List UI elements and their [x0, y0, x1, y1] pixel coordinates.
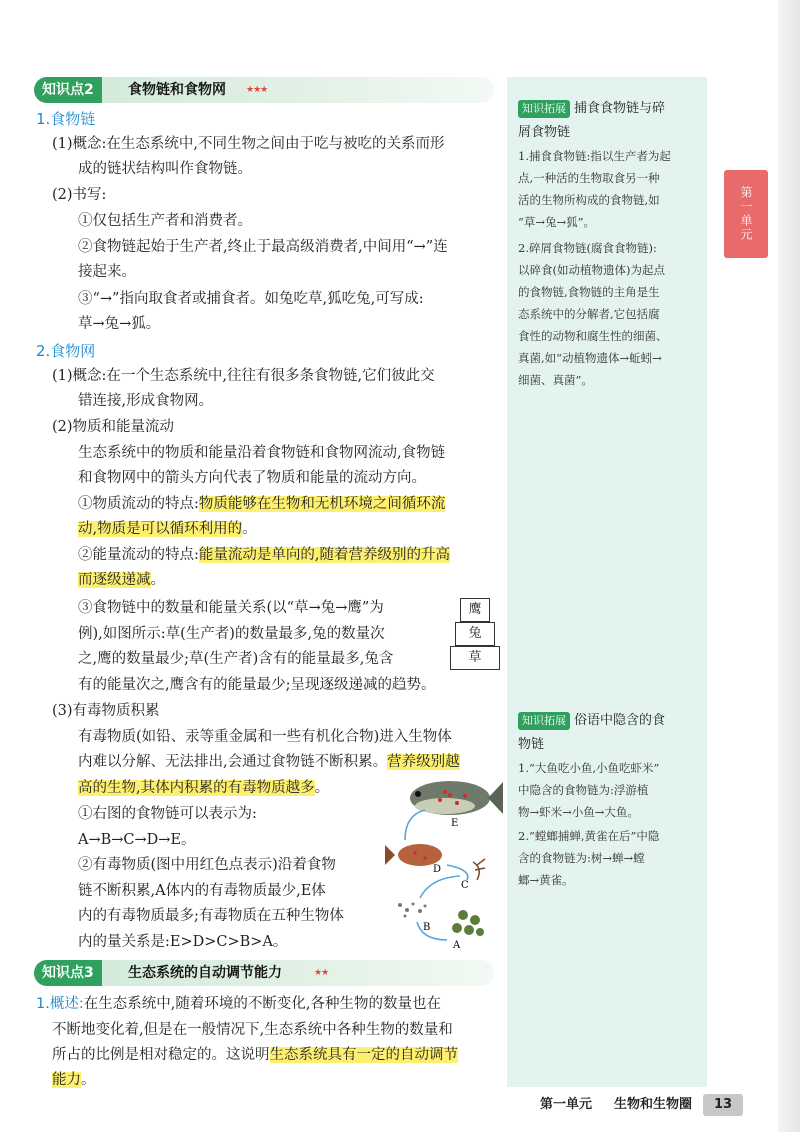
page-number: 13 — [703, 1094, 743, 1116]
pyramid-grass: 草 — [450, 646, 500, 670]
label-b: B — [423, 922, 431, 933]
highlight: 而逐级递减 — [78, 572, 151, 588]
plankton-icon — [398, 903, 427, 918]
highlight: 能量流动是单向的,随着营养级别的升高 — [198, 547, 450, 563]
unit-tab[interactable]: 第一单元 — [724, 170, 768, 258]
footer-unit: 第一单元 — [540, 1097, 593, 1112]
page-edge — [778, 0, 800, 1132]
extension-badge: 知识拓展 — [518, 100, 570, 118]
label-c: C — [461, 880, 469, 891]
toxin-food-chain-figure — [385, 770, 505, 955]
shrimp-icon — [473, 859, 485, 880]
importance-stars-icon: ★★★ — [246, 85, 268, 95]
flow-arrows — [405, 810, 468, 940]
subheading-food-web: 2.食物网 — [36, 342, 96, 360]
highlight: 物质能够在生物和无机环境之间循环流 — [198, 496, 446, 512]
section-header-2 — [34, 77, 494, 103]
highlight: 能力 — [52, 1072, 81, 1088]
pyramid-hawk: 鹰 — [460, 598, 490, 622]
algae-icon — [452, 910, 484, 936]
extension-badge: 知识拓展 — [518, 712, 570, 730]
importance-stars-icon: ★★ — [314, 968, 329, 978]
highlight: 营养级别越 — [387, 754, 460, 770]
footer-chapter: 生物和生物圈 — [614, 1097, 693, 1112]
label-a: A — [453, 940, 461, 951]
highlight: 生态系统具有一定的自动调节 — [269, 1047, 458, 1063]
pyramid-rabbit: 兔 — [455, 622, 495, 646]
highlight: 高的生物,其体内积累的有毒物质越多 — [78, 780, 315, 796]
section-title: 食物链和食物网 — [128, 82, 226, 98]
section-title: 生态系统的自动调节能力 — [128, 965, 282, 981]
small-fish-icon — [385, 844, 442, 866]
section-header-3 — [34, 960, 494, 986]
subheading-food-chain: 1.食物链 — [36, 110, 96, 128]
highlight: 动,物质是可以循环利用的 — [78, 521, 243, 537]
section-label: 知识点2 — [34, 77, 102, 103]
label-d: D — [433, 864, 442, 875]
label-e: E — [451, 818, 459, 829]
section-label: 知识点3 — [34, 960, 102, 986]
